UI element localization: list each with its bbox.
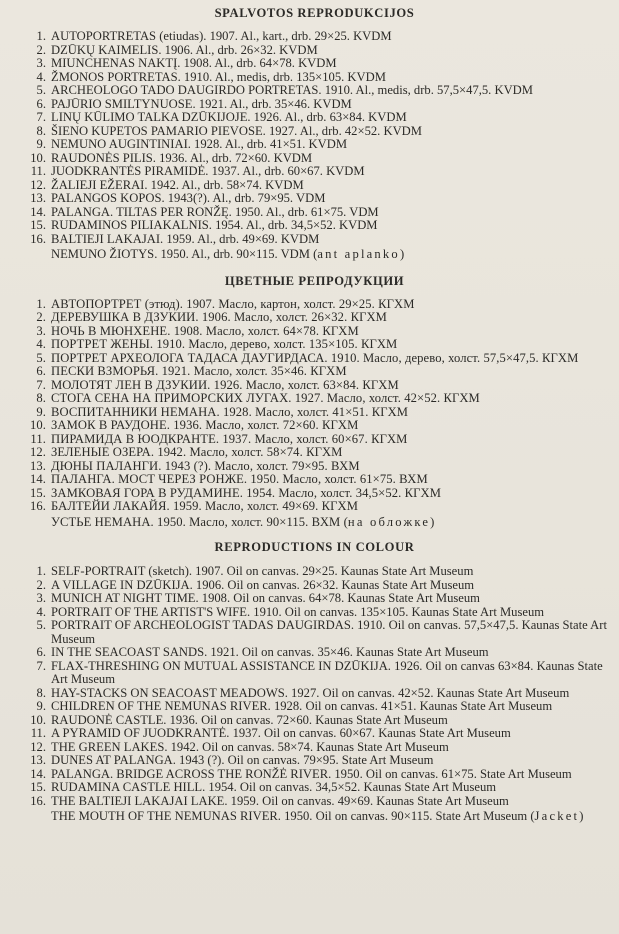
list-item <box>22 57 607 71</box>
item-number: 10. <box>29 418 46 432</box>
item-number: 1. <box>36 296 46 311</box>
item-text: A PYRAMID OF JUODKRANTĖ. 1937. Oil on canvas. 60×67. Kaunas State Art Museum <box>51 726 511 740</box>
item-number: 5. <box>36 618 46 632</box>
list-item <box>22 727 607 741</box>
item-text: MUNICH AT NIGHT TIME. 1908. Oil on canvas. 64×78. Kaunas State Art Museum <box>51 591 480 605</box>
item-text: LINŲ KŪLIMO TALKA DZŪKIJOJE. 1926. Al., drb. 63×84. KVDM <box>51 110 407 124</box>
item-text: A VILLAGE IN DZŪKIJA. 1906. Oil on canvas. 26×32. Kaunas State Art Museum <box>51 577 475 592</box>
list-item <box>22 352 607 366</box>
item-number: 8. <box>36 123 46 138</box>
list-item <box>22 298 607 312</box>
russian-section-title: ЦВЕТНЫЕ РЕПРОДУКЦИИ <box>224 273 405 288</box>
lithuanian-reproductions-list <box>22 30 607 246</box>
item-text: ПОРТРЕТ ЖЕНЫ. 1910. Масло, дерево, холст. 135×105. КГХМ <box>51 337 398 351</box>
item-number: 13. <box>30 753 46 767</box>
list-item <box>22 687 607 701</box>
item-text: MIUNCHENAS NAKTĮ. 1908. Al., drb. 64×78. KVDM <box>51 56 337 70</box>
list-item <box>22 619 607 646</box>
item-number: 4. <box>36 69 46 84</box>
item-number: 12. <box>29 445 46 459</box>
list-item <box>22 71 607 85</box>
item-text: ЗЕЛЕНЫЕ ОЗЕРА. 1942. Масло, холст. 58×74. КГХМ <box>51 445 343 459</box>
item-text: СТОГА СЕНА НА ПРИМОРСКИХ ЛУГАХ. 1927. Масло, холст. 42×52. КГХМ <box>51 391 480 405</box>
lithuanian-section-title: SPALVOTOS REPRODUKCIJOS <box>214 6 415 20</box>
list-item <box>22 446 607 460</box>
list-item <box>22 741 607 755</box>
cover-note-text: NEMUNO ŽIOTYS. 1950. Al., drb. 90×115. VDM ( <box>51 247 318 261</box>
item-text: IN THE SEACOAST SANDS. 1921. Oil on canvas. 35×46. Kaunas State Art Museum <box>51 645 489 659</box>
english-reproductions-list <box>22 565 607 808</box>
item-number: 6. <box>36 645 46 659</box>
list-item <box>22 111 607 125</box>
list-item <box>22 419 607 433</box>
item-number: 11. <box>30 431 46 446</box>
list-item <box>22 152 607 166</box>
item-number: 6. <box>36 364 46 378</box>
cover-note-end: ) <box>399 247 405 261</box>
item-text: МОЛОТЯТ ЛЕН В ДЗУКИИ. 1926. Масло, холст. 63×84. КГХМ <box>51 377 399 392</box>
item-text: PALANGOS KOPOS. 1943(?). Al., drb. 79×95. VDM <box>51 191 326 205</box>
item-number: 1. <box>36 29 46 43</box>
item-number: 2. <box>36 577 46 592</box>
list-item <box>22 392 607 406</box>
item-number: 11. <box>30 164 46 178</box>
item-number: 2. <box>36 310 46 324</box>
item-number: 14. <box>30 766 46 781</box>
list-item <box>22 233 607 247</box>
item-number: 4. <box>36 337 46 351</box>
list-item <box>22 206 607 220</box>
item-number: 13. <box>29 458 46 473</box>
english-section <box>22 540 607 824</box>
cover-reproduction-note <box>22 248 607 262</box>
item-number: 3. <box>36 56 46 70</box>
item-text: ПАЛАНГА. МОСТ ЧЕРЕЗ РОНЖЕ. 1950. Масло, холст. 61×75. ВХМ <box>51 472 428 486</box>
item-text: BALTIEJI LAKAJAI. 1959. Al., drb. 49×69. KVDM <box>51 231 320 246</box>
item-number: 15. <box>30 780 46 794</box>
item-number: 3. <box>36 591 46 605</box>
list-item <box>22 754 607 768</box>
list-item <box>22 125 607 139</box>
item-text: ŽALIEJI EŽERAI. 1942. Al., drb. 58×74. KVDM <box>51 177 304 192</box>
item-text: ПЕСКИ ВЗМОРЬЯ. 1921. Масло, холст. 35×46. КГХМ <box>51 364 347 378</box>
list-item <box>22 406 607 420</box>
list-item <box>22 138 607 152</box>
item-text: ВОСПИТАННИКИ НЕМАНА. 1928. Масло, холст. 41×51. КГХМ <box>51 404 409 419</box>
item-number: 5. <box>36 83 46 97</box>
item-number: 3. <box>36 323 46 338</box>
list-item <box>22 192 607 206</box>
item-text: RAUDONĖS PILIS. 1936. Al., drb. 72×60. KVDM <box>51 150 313 165</box>
lithuanian-section <box>22 6 607 262</box>
item-number: 7. <box>36 658 46 673</box>
cover-reproduction-note <box>22 810 607 824</box>
item-text: ŠIENO KUPETOS PAMARIO PIEVOSE. 1927. Al., drb. 42×52. KVDM <box>51 123 422 138</box>
item-text: ŽMONOS PORTRETAS. 1910. Al., medis, drb. 135×105. KVDM <box>51 69 386 84</box>
cover-note-end: ) <box>579 809 584 823</box>
item-number: 6. <box>36 96 46 111</box>
item-text: ARCHEOLOGO TADO DAUGIRDO PORTRETAS. 1910. Al., medis, drb. 57,5×47,5. KVDM <box>51 83 533 97</box>
item-number: 15. <box>30 218 46 232</box>
list-item <box>22 700 607 714</box>
item-text: ЗАМКОВАЯ ГОРА В РУДАМИНЕ. 1954. Масло, холст. 34,5×52. КГХМ <box>51 485 441 500</box>
item-number: 15. <box>29 485 46 500</box>
list-item <box>22 592 607 606</box>
item-text: PORTRAIT OF ARCHEOLOGIST TADAS DAUGIRDAS. 1910. Oil on canvas. 57,5×47,5. Kaunas State Art Museum <box>51 618 607 646</box>
item-number: 10. <box>30 150 46 165</box>
item-number: 7. <box>36 377 46 392</box>
list-item <box>22 179 607 193</box>
english-section-title: REPRODUCTIONS IN COLOUR <box>214 540 415 554</box>
item-text: ПИРАМИДА В ЮОДКРАНТЕ. 1937. Масло, холст. 60×67. КГХМ <box>51 431 408 446</box>
list-item <box>22 500 607 514</box>
item-text: SELF-PORTRAIT (sketch). 1907. Oil on canvas. 29×25. Kaunas State Art Museum <box>51 564 474 578</box>
cover-note-text: THE MOUTH OF THE NEMUNAS RIVER. 1950. Oil on canvas. 90×115. State Art Museum ( <box>51 809 535 823</box>
item-text: THE BALTIEJI LAKAJAI LAKE. 1959. Oil on canvas. 49×69. Kaunas State Art Museum <box>51 793 509 808</box>
list-item <box>22 365 607 379</box>
cover-note-end: ) <box>430 514 435 529</box>
item-number: 9. <box>36 137 46 151</box>
item-text: PORTRAIT OF THE ARTIST'S WIFE. 1910. Oil on canvas. 135×105. Kaunas State Art Museum <box>51 604 545 619</box>
item-number: 7. <box>36 110 46 124</box>
item-number: 12. <box>30 739 46 754</box>
item-number: 1. <box>36 564 46 578</box>
list-item <box>22 338 607 352</box>
item-number: 9. <box>36 699 46 713</box>
russian-section <box>22 274 607 530</box>
item-text: DZŪKŲ KAIMELIS. 1906. Al., drb. 26×32. KVDM <box>51 42 318 57</box>
list-item <box>22 325 607 339</box>
russian-reproductions-list <box>22 298 607 514</box>
list-item <box>22 433 607 447</box>
item-number: 14. <box>30 204 46 219</box>
item-number: 4. <box>36 604 46 619</box>
item-number: 12. <box>30 177 46 192</box>
item-number: 10. <box>30 712 46 727</box>
item-number: 8. <box>36 685 46 700</box>
list-item <box>22 219 607 233</box>
list-item <box>22 84 607 98</box>
cover-reproduction-note <box>22 516 607 530</box>
item-number: 2. <box>36 42 46 57</box>
item-text: PALANGA. BRIDGE ACROSS THE RONŽĖ RIVER. 1950. Oil on canvas. 61×75. State Art Museum <box>51 766 572 781</box>
item-number: 14. <box>29 472 46 486</box>
item-text: AUTOPORTRETAS (etiudas). 1907. Al., kart., drb. 29×25. KVDM <box>51 29 392 43</box>
list-item <box>22 30 607 44</box>
item-text: THE GREEN LAKES. 1942. Oil on canvas. 58×74. Kaunas State Art Museum <box>51 739 449 754</box>
cover-note-text: УСТЬЕ НЕМАНА. 1950. Масло, холст. 90×115. ВХМ ( <box>51 514 348 529</box>
item-number: 13. <box>30 191 46 205</box>
item-text: БАЛТЕЙИ ЛАКАЙЯ. 1959. Масло, холст. 49×69. КГХМ <box>51 499 359 513</box>
item-text: FLAX-THRESHING ON MUTUAL ASSISTANCE IN DZŪKIJA. 1926. Oil on canvas 63×84. Kaunas State Art Museum <box>51 658 603 686</box>
item-number: 11. <box>30 726 46 740</box>
item-text: RUDAMINOS PILIAKALNIS. 1954. Al., drb. 34,5×52. KVDM <box>51 218 378 232</box>
item-text: NEMUNO AUGINTINIAI. 1928. Al., drb. 41×51. KVDM <box>51 137 348 151</box>
cover-note-spaced: на обложке <box>347 514 431 529</box>
list-item <box>22 565 607 579</box>
item-text: PALANGA. TILTAS PER RONŽĘ. 1950. Al., drb. 61×75. VDM <box>51 204 379 219</box>
item-number: 16. <box>29 499 46 513</box>
item-text: НОЧЬ В МЮНХЕНЕ. 1908. Масло, холст. 64×78. КГХМ <box>51 323 359 338</box>
list-item <box>22 646 607 660</box>
item-number: 9. <box>36 404 46 419</box>
item-text: RUDAMINA CASTLE HILL. 1954. Oil on canvas. 34,5×52. Kaunas State Art Museum <box>51 780 497 794</box>
list-item <box>22 473 607 487</box>
list-item <box>22 460 607 474</box>
item-text: PAJŪRIO SMILTYNUOSE. 1921. Al., drb. 35×46. KVDM <box>51 96 352 111</box>
list-item <box>22 165 607 179</box>
item-text: RAUDONĖ CASTLE. 1936. Oil on canvas. 72×60. Kaunas State Art Museum <box>51 712 448 727</box>
item-text: АВТОПОРТРЕТ (этюд). 1907. Масло, картон, холст. 29×25. КГХМ <box>51 296 415 311</box>
list-item <box>22 768 607 782</box>
list-item <box>22 606 607 620</box>
item-number: 8. <box>36 391 46 405</box>
list-item <box>22 795 607 809</box>
item-text: HAY-STACKS ON SEACOAST MEADOWS. 1927. Oil on canvas. 42×52. Kaunas State Art Museum <box>51 685 570 700</box>
item-text: CHILDREN OF THE NEMUNAS RIVER. 1928. Oil on canvas. 41×51. Kaunas State Art Museum <box>51 699 553 713</box>
list-item <box>22 311 607 325</box>
list-item <box>22 44 607 58</box>
item-number: 5. <box>36 350 46 365</box>
item-text: JUODKRANTĖS PIRAMIDĖ. 1937. Al., drb. 60×67. KVDM <box>51 164 365 178</box>
item-text: ПОРТРЕТ АРХЕОЛОГА ТАДАСА ДАУГИРДАСА. 1910. Масло, дерево, холст. 57,5×47,5. КГХМ <box>51 350 579 365</box>
list-item <box>22 579 607 593</box>
item-number: 16. <box>30 231 46 246</box>
cover-note-spaced: Jacket <box>534 809 580 823</box>
list-item <box>22 487 607 501</box>
item-text: ЗАМОК В РАУДОНЕ. 1936. Масло, холст. 72×60. КГХМ <box>51 418 359 432</box>
item-text: ДЕРЕВУШКА В ДЗУКИИ. 1906. Масло, холст. 26×32. КГХМ <box>51 310 387 324</box>
list-item <box>22 379 607 393</box>
cover-note-spaced: ant aplanko <box>317 247 400 261</box>
item-text: ДЮНЫ ПАЛАНГИ. 1943 (?). Масло, холст. 79×95. ВХМ <box>51 458 360 473</box>
item-number: 16. <box>30 793 46 808</box>
list-item <box>22 660 607 687</box>
list-item <box>22 781 607 795</box>
list-item <box>22 98 607 112</box>
list-item <box>22 714 607 728</box>
item-text: DUNES AT PALANGA. 1943 (?). Oil on canvas. 79×95. State Art Museum <box>51 753 434 767</box>
